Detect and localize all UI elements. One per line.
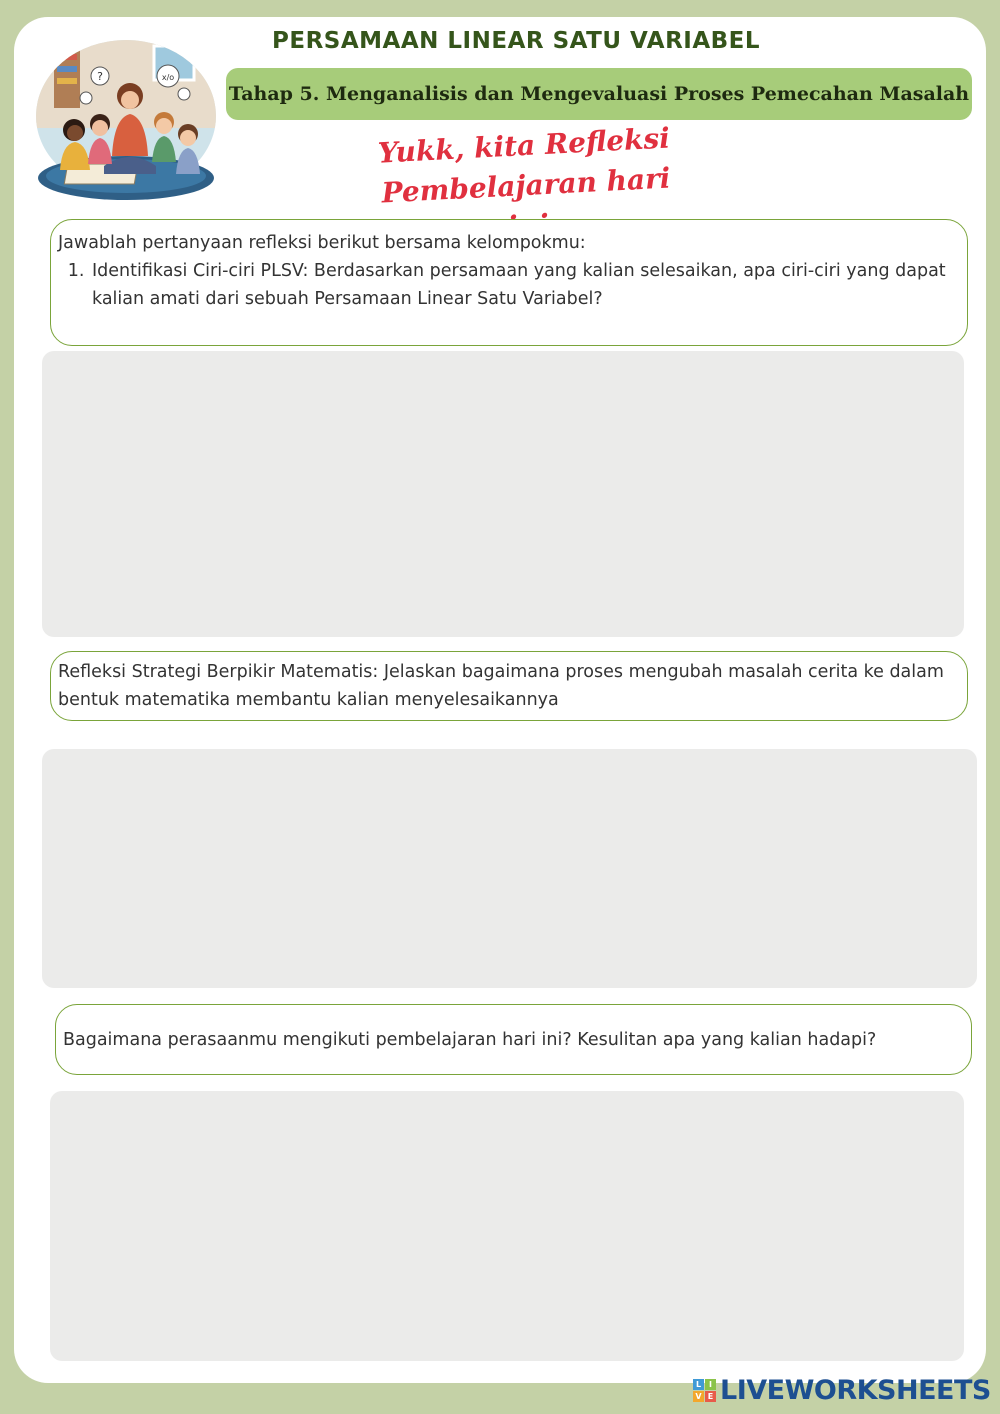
stage-banner bbox=[226, 68, 972, 120]
logo-letter-v: V bbox=[693, 1391, 704, 1402]
logo-letter-e: E bbox=[705, 1391, 716, 1402]
children-discussion-illustration bbox=[34, 38, 218, 202]
page-title: PERSAMAAN LINEAR SATU VARIABEL bbox=[272, 28, 761, 54]
headline-line-1: Yukk, kita Refleksi bbox=[377, 121, 671, 170]
question-1-item: 1. Identifikasi Ciri-ciri PLSV: Berdasarkan persamaan yang kalian selesaikan, apa ciri-ciri yang dapat kalian amati dari sebuah Persamaan Linear Satu Variabel? bbox=[90, 257, 961, 313]
bubble-formula-text: x/o bbox=[161, 73, 175, 82]
liveworksheets-brand[interactable] bbox=[693, 1372, 991, 1408]
stage-label: Tahap 5. Menganalisis dan Mengevaluasi Proses Pemecahan Masalah bbox=[228, 83, 970, 105]
answer-1-field[interactable] bbox=[42, 351, 964, 637]
liveworksheets-logo-icon bbox=[693, 1379, 716, 1402]
brand-name: LIVEWORKSHEETS bbox=[720, 1374, 991, 1406]
question-1-box bbox=[50, 219, 968, 346]
question-3-box bbox=[55, 1004, 972, 1075]
answer-3-field[interactable] bbox=[50, 1091, 964, 1361]
bubble-question-text: ? bbox=[97, 70, 103, 83]
question-2-box bbox=[50, 651, 968, 721]
question-2-text: Refleksi Strategi Berpikir Matematis: Jelaskan bagaimana proses mengubah masalah cerita ke dalam bentuk matematika membantu kalian menyelesaikannya bbox=[58, 662, 944, 710]
answer-2-field[interactable] bbox=[42, 749, 977, 988]
question-1-intro: Jawablah pertanyaan refleksi berikut bersama kelompokmu: bbox=[58, 233, 586, 253]
logo-letter-i: I bbox=[705, 1379, 716, 1390]
logo-letter-l: L bbox=[693, 1379, 704, 1390]
question-3-text: Bagaimana perasaanmu mengikuti pembelajaran hari ini? Kesulitan apa yang kalian hadapi? bbox=[63, 1029, 877, 1050]
headline-line-2: Pembelajaran hari bbox=[380, 161, 672, 210]
